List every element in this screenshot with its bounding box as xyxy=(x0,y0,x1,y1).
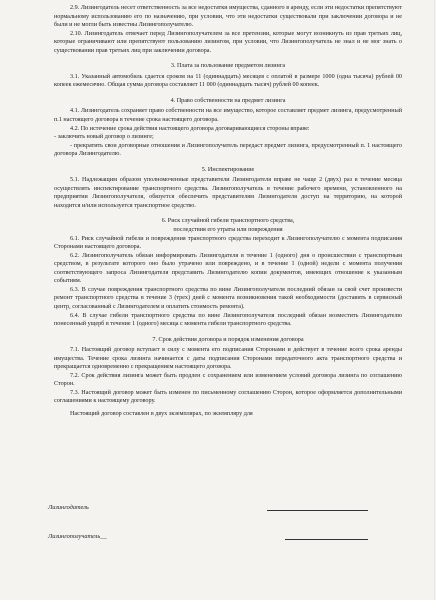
lessor-signature-label: Лизингодатель xyxy=(48,504,89,511)
lessee-signature-line xyxy=(285,538,368,540)
clause-6-3: 6.3. В случае повреждения транспортного средства по вине Лизингополучателя последний обязан за свой счет произвести ремонт транспортного средства в течение 3 (трех) дней с момента возникновения такой необходимости (доставить в сервисный центр, согласованный с Лизингодателем и оплатить стоимость ремонта). xyxy=(54,286,402,310)
clause-2-9: 2.9. Лизингодатель несет ответственность за все недостатки имущества, сданного в аренду, если эти недостатки препятствуют нормальному использованию его по назначению, при условии, что эти недостатки существовали при заключении договора и не были и не могли быть известны Лизингополучателю. xyxy=(54,5,402,29)
clause-3-1: 3.1. Указанный автомобиль сдается сроком на 11 (одиннадцать) месяцев с оплатой в размере 1000 (одна тысяча) рублей 00 копеек ежемесячно. Общая сумма договора составляет 11 000 (одиннадцать тысяч) рублей 00 копеек. xyxy=(54,73,402,89)
section-5-title: 5. Инспектирование xyxy=(201,166,255,173)
lessor-signature-line xyxy=(267,509,368,511)
clause-6-4: 6.4. В случае гибели транспортного средства по вине Лизингополучателя последний обязан возместить Лизингодателю понесенный ущерб в течение 1 (одного) месяца с момента гибели транспортного средства. xyxy=(54,312,402,328)
clause-7-3: 7.3. Настоящий договор может быть изменен по письменному соглашению Сторон, которое оформляется дополнительными соглашениями к настоящему договору. xyxy=(54,389,402,405)
clause-2-10: 2.10. Лизингодатель отвечает перед Лизингополучателем за все претензии, которые могут возникнуть из прав третьих лиц, которые ограничивают или препятствуют пользованию лизингом, при условии, что Лизингополучатель не знал и не мог знать о существовании прав третьих лиц при заключении договора. xyxy=(54,30,402,54)
clause-4-1: 4.1. Лизингодатель сохраняет право собственности на все имущество, которое составляет предмет лизинга, предусмотренный п.1 настоящего договора в течение срока настоящего договора. xyxy=(54,108,402,124)
section-6-title: 6. Риск случайной гибели транспортного средства, xyxy=(161,218,295,225)
signature-row-lessee xyxy=(48,533,402,540)
clause-4-2-option-a: - заключить новый договор о лизинге; xyxy=(54,134,154,141)
clause-4-2: 4.2. По истечение срока действия настоящего договора договаривающиеся стороны вправе: xyxy=(70,125,310,132)
section-7-title: 7. Срок действия договора и порядок изменения договора xyxy=(152,336,304,343)
section-4-title: 4. Право собственности на предмет лизинга xyxy=(170,97,286,104)
clause-6-1: 6.1. Риск случайной гибели и повреждения транспортного средства переходит к Лизингополучателю с момента подписания Сторонами настоящего договора. xyxy=(54,235,402,251)
section-3-title: 3. Плата за пользование предметом лизинга xyxy=(170,63,286,70)
lessee-signature-label: Лизингополучатель__ xyxy=(48,533,107,540)
signature-row-lessor xyxy=(48,504,402,511)
clause-5-1: 5.1. Надлежащим образом уполномоченные представители Лизингодателя вправе не чаще 2 (двух) раз в течение месяца осуществлять инспектирование транспортного средства. Лизингополучатель в течение рабочего времени, установленного на предприятии Лизингополучателя, обязуется обеспечить представителям Лизингодателя доступ на территорию, на которой находится и/или используется транспортное средство. xyxy=(54,177,402,209)
clause-4-2-option-b: - прекратить свои договорные отношения и Лизингополучатель передаст предмет лизинга, предусмотренный п. 1 настоящего договора Лизингодателю. xyxy=(54,142,402,158)
closing-statement: Настоящий договор составлен в двух экземплярах, по экземпляру для xyxy=(70,410,253,417)
clause-7-1: 7.1. Настоящий договор вступает в силу с момента его подписания Сторонами и действует в течение всего срока аренды имущества. Течение срока лизинга начинается с даты подписания Сторонами передаточного акта транспортного средства и прекращается одновременно с прекращением настоящего договора. xyxy=(54,347,402,371)
clause-6-2: 6.2. Лизингополучатель обязан информировать Лизингодателя в течение 1 (одного) дня о происшествии с транспортным средством, в результате которого оно было утрачено или повреждено, и в течение 1 (одной) недели с момента получения соответствующего запроса Лизингодателя представить Лизингодателю копии документов, имеющих отношение к указанным событиям. xyxy=(54,252,402,285)
section-6-subtitle: последствия его утраты или повреждения xyxy=(173,227,283,234)
clause-7-2: 7.2. Срок действия лизинга может быть продлен с сохранением или изменением условий договора лизинга по соглашению Сторон. xyxy=(54,372,402,388)
